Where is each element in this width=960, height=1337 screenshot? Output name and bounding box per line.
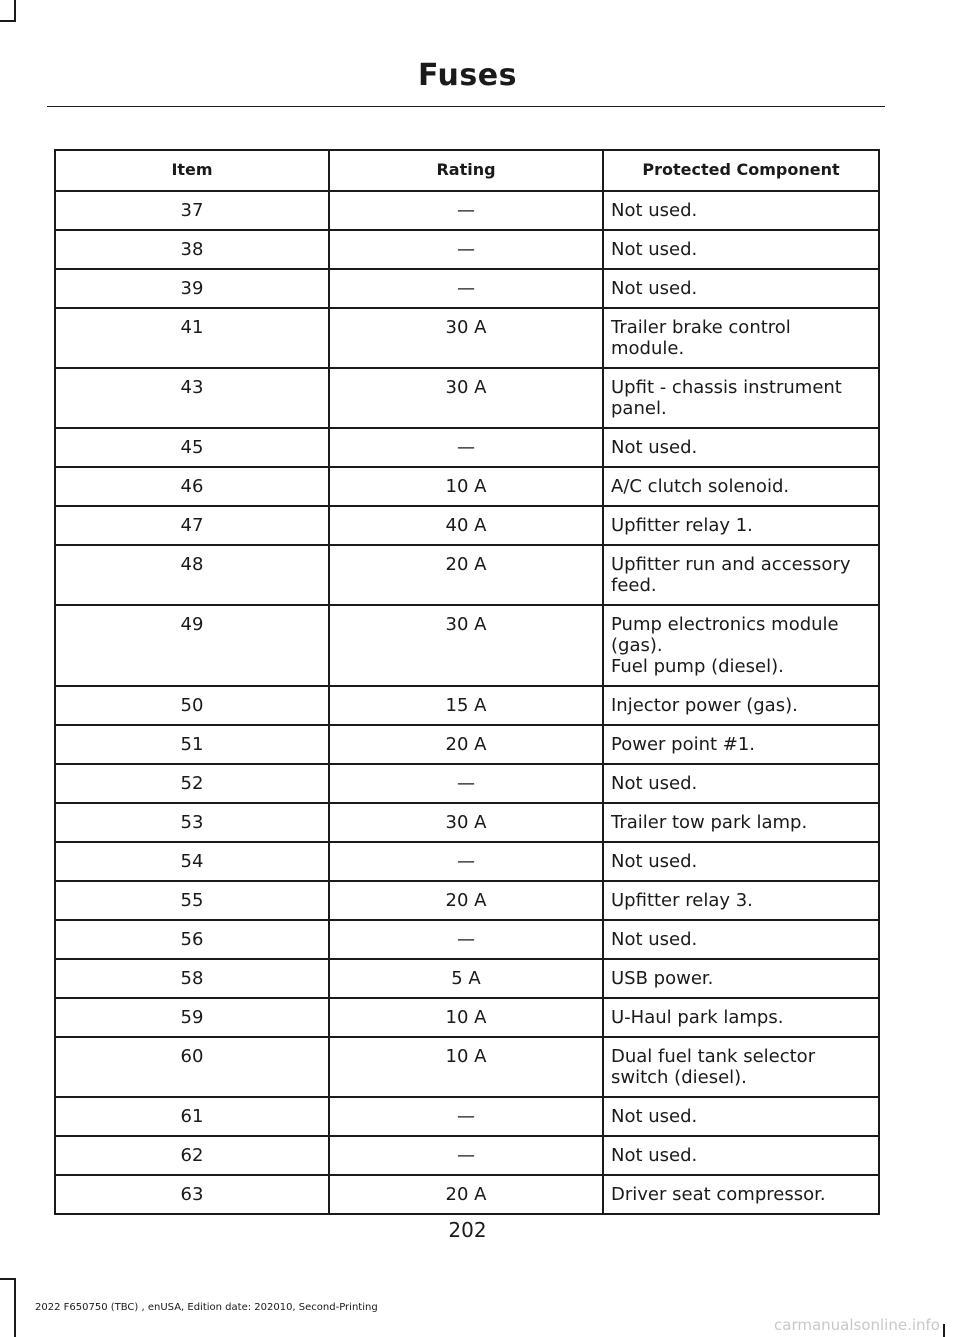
- crop-mark-bottom-left-h: [0, 1278, 16, 1280]
- fuse-item-number: 59: [55, 998, 329, 1037]
- fuse-rating: 20 A: [329, 881, 603, 920]
- protected-component: Not used.: [603, 764, 879, 803]
- fuse-rating: —: [329, 920, 603, 959]
- fuse-item-number: 48: [55, 545, 329, 605]
- fuse-rating: 10 A: [329, 1037, 603, 1097]
- table-row: [55, 308, 879, 368]
- page-title: Fuses: [418, 58, 517, 93]
- fuse-item-number: 52: [55, 764, 329, 803]
- table-row: [55, 605, 879, 686]
- protected-component: USB power.: [603, 959, 879, 998]
- table-row: [55, 1136, 879, 1175]
- table-row: [55, 269, 879, 308]
- table-row: [55, 764, 879, 803]
- fuse-rating: 30 A: [329, 605, 603, 686]
- table-row: [55, 881, 879, 920]
- fuse-rating: —: [329, 1097, 603, 1136]
- fuse-item-number: 45: [55, 428, 329, 467]
- fuse-rating: 10 A: [329, 998, 603, 1037]
- fuse-rating: —: [329, 428, 603, 467]
- protected-component: A/C clutch solenoid.: [603, 467, 879, 506]
- table-row: [55, 230, 879, 269]
- crop-mark-top-left-v: [14, 0, 16, 22]
- fuse-item-number: 61: [55, 1097, 329, 1136]
- fuse-rating: 40 A: [329, 506, 603, 545]
- title-divider: [47, 106, 885, 107]
- fuse-rating: 30 A: [329, 368, 603, 428]
- protected-component: Not used.: [603, 428, 879, 467]
- fuse-rating: 20 A: [329, 545, 603, 605]
- fuse-rating: 15 A: [329, 686, 603, 725]
- fuse-rating: —: [329, 1136, 603, 1175]
- table-row: [55, 467, 879, 506]
- table-row: [55, 803, 879, 842]
- fuse-rating: —: [329, 764, 603, 803]
- watermark: carmanualsonline.info: [774, 1316, 940, 1334]
- table-row: [55, 506, 879, 545]
- fuse-item-number: 50: [55, 686, 329, 725]
- crop-mark-bottom-right-v: [943, 1324, 945, 1337]
- protected-component: Not used.: [603, 269, 879, 308]
- table-row: [55, 368, 879, 428]
- fuse-rating: —: [329, 230, 603, 269]
- fuse-rating: 30 A: [329, 308, 603, 368]
- column-header-protected-component: Protected Component: [603, 150, 879, 191]
- fuse-rating: 30 A: [329, 803, 603, 842]
- protected-component: Not used.: [603, 230, 879, 269]
- protected-component: Not used.: [603, 1136, 879, 1175]
- table-row: [55, 545, 879, 605]
- fuse-rating: —: [329, 842, 603, 881]
- fuse-item-number: 63: [55, 1175, 329, 1214]
- footer-edition-info: 2022 F650750 (TBC) , enUSA, Edition date: 202010, Second-Printing: [35, 1302, 378, 1313]
- protected-component: Upfitter run and accessory feed.: [603, 545, 879, 605]
- fuse-rating: 20 A: [329, 1175, 603, 1214]
- protected-component: Injector power (gas).: [603, 686, 879, 725]
- protected-component: Upfit - chassis instrument panel.: [603, 368, 879, 428]
- protected-component: Not used.: [603, 842, 879, 881]
- protected-component: Not used.: [603, 920, 879, 959]
- fuse-item-number: 53: [55, 803, 329, 842]
- protected-component: Dual fuel tank selector switch (diesel).: [603, 1037, 879, 1097]
- protected-component: Not used.: [603, 191, 879, 230]
- protected-component: U-Haul park lamps.: [603, 998, 879, 1037]
- fuse-item-number: 58: [55, 959, 329, 998]
- fuse-item-number: 37: [55, 191, 329, 230]
- fuse-item-number: 51: [55, 725, 329, 764]
- protected-component: Not used.: [603, 1097, 879, 1136]
- table-header-row: [55, 150, 879, 191]
- protected-component: Power point #1.: [603, 725, 879, 764]
- protected-component: Upfitter relay 1.: [603, 506, 879, 545]
- fuse-item-number: 41: [55, 308, 329, 368]
- fuse-item-number: 55: [55, 881, 329, 920]
- fuse-item-number: 39: [55, 269, 329, 308]
- page-number: 202: [448, 1218, 487, 1242]
- fuse-item-number: 62: [55, 1136, 329, 1175]
- fuse-rating: 20 A: [329, 725, 603, 764]
- fuse-rating: 10 A: [329, 467, 603, 506]
- fuse-item-number: 38: [55, 230, 329, 269]
- fuse-rating: 5 A: [329, 959, 603, 998]
- table-row: [55, 191, 879, 230]
- crop-mark-bottom-left-v: [14, 1278, 16, 1337]
- fuse-item-number: 49: [55, 605, 329, 686]
- fuse-table: [54, 149, 880, 1215]
- protected-component: Driver seat compressor.: [603, 1175, 879, 1214]
- column-header-rating: Rating: [329, 150, 603, 191]
- table-row: [55, 725, 879, 764]
- fuse-item-number: 43: [55, 368, 329, 428]
- table-row: [55, 920, 879, 959]
- crop-mark-top-left-h: [0, 20, 16, 22]
- fuse-item-number: 47: [55, 506, 329, 545]
- table-row: [55, 428, 879, 467]
- table-row: [55, 1097, 879, 1136]
- fuse-rating: —: [329, 269, 603, 308]
- fuse-item-number: 56: [55, 920, 329, 959]
- table-row: [55, 1175, 879, 1214]
- fuse-rating: —: [329, 191, 603, 230]
- table-row: [55, 686, 879, 725]
- protected-component: Trailer brake control module.: [603, 308, 879, 368]
- table-row: [55, 842, 879, 881]
- fuse-item-number: 60: [55, 1037, 329, 1097]
- protected-component: Trailer tow park lamp.: [603, 803, 879, 842]
- fuse-item-number: 54: [55, 842, 329, 881]
- table-row: [55, 998, 879, 1037]
- column-header-item: Item: [55, 150, 329, 191]
- protected-component: Pump electronics module (gas). Fuel pump (diesel).: [603, 605, 879, 686]
- table-row: [55, 1037, 879, 1097]
- protected-component: Upfitter relay 3.: [603, 881, 879, 920]
- table-row: [55, 959, 879, 998]
- fuse-item-number: 46: [55, 467, 329, 506]
